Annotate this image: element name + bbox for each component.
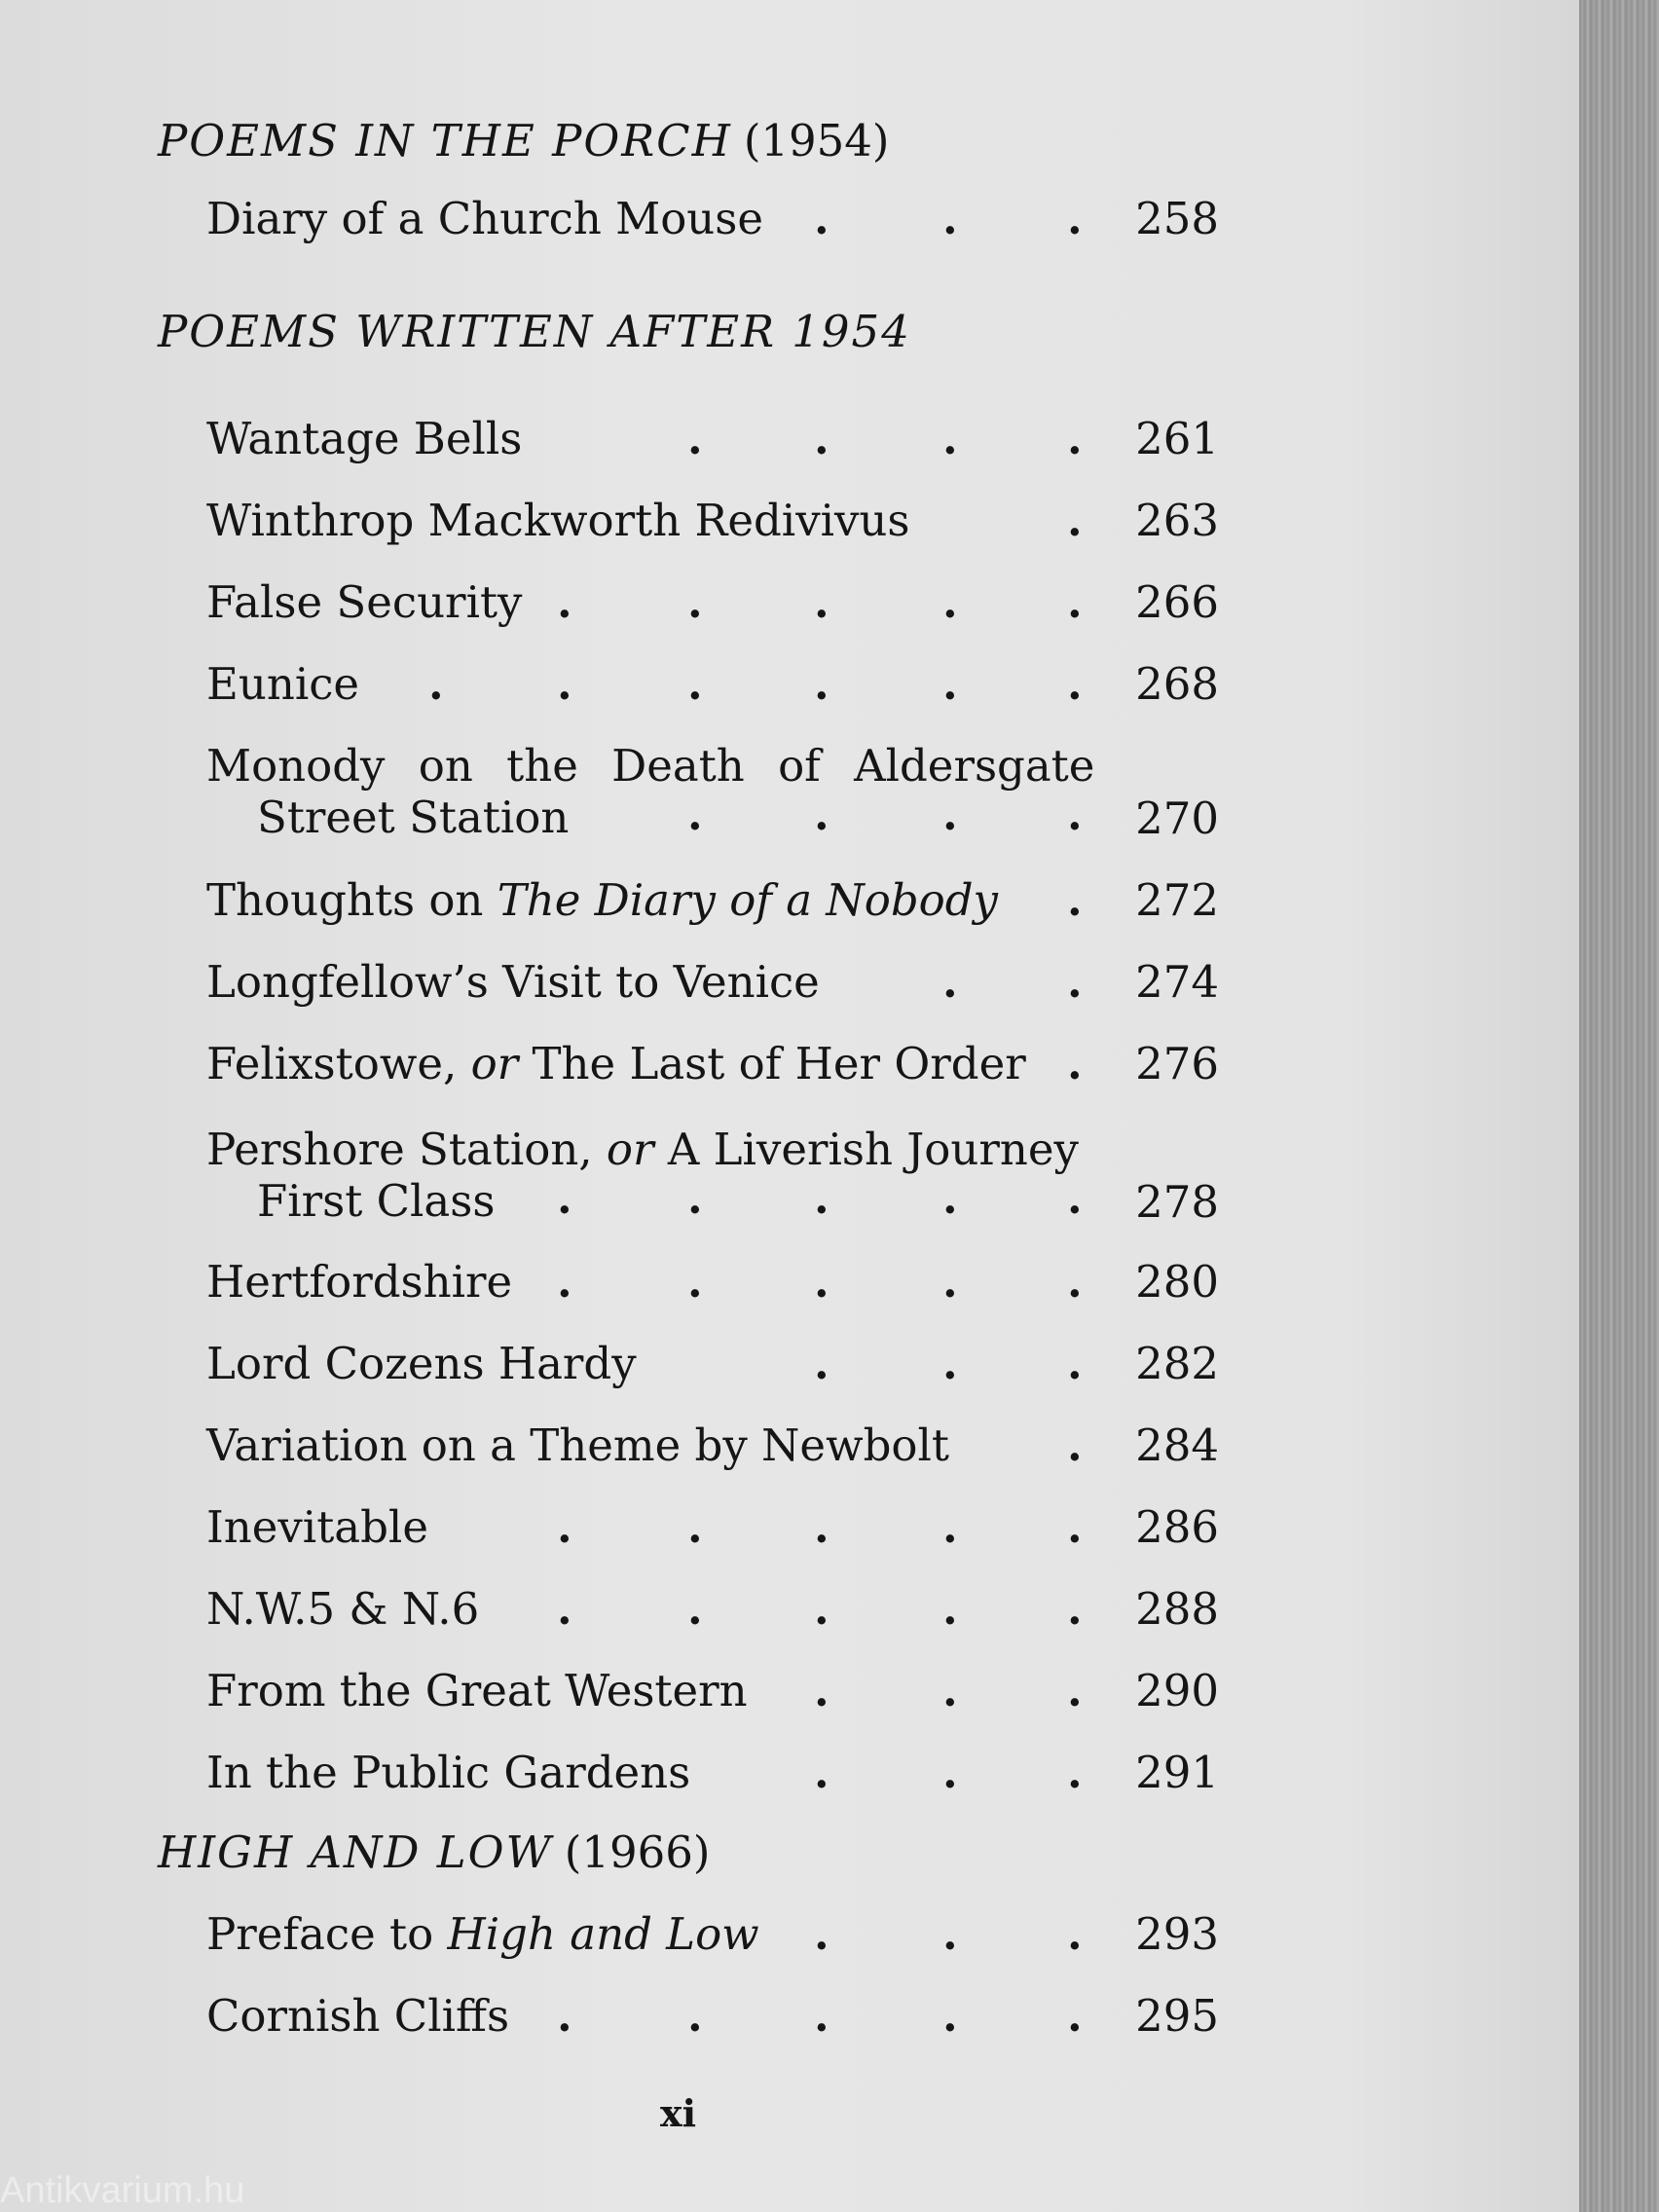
page-number: 263	[1135, 495, 1219, 546]
page-number: 291	[1135, 1747, 1219, 1798]
page-number: 284	[1135, 1419, 1219, 1471]
page-number: 261	[1135, 413, 1219, 464]
page-number: 288	[1135, 1583, 1219, 1635]
page-number: 276	[1135, 1038, 1219, 1089]
page-number: 280	[1135, 1256, 1219, 1308]
page-number: 258	[1135, 193, 1219, 244]
page-number: 274	[1135, 956, 1219, 1008]
toc-entry: Inevitable	[206, 1501, 428, 1553]
table-of-contents: POEMS IN THE PORCH (1954) Diary of a Church Mouse . . . 258 POEMS WRITTEN AFTER 1954 Wantage Bells . . . . 261 Winthrop Mackworth Redivivus . 263 False Security . . . . . 266 Eunice . . . . . . 268 Monody on the Death of Aldersgate Street Station . . . . 270 Thoughts on The Diary of a Nobody . 272 Longfellow’s Visit to Venice . . 274 Felixstowe, or The Last of Her Order . 276 Pershore Station, or A Liverish Journey First Class . . . . . 278 Hertfordshire . . . . . 280 Lord Cozens Hardy . . . 282 Variation on a Theme by Newbolt . 284 Inevitable . . . . . 286 N.W.5 & N.6 . . . . . 288 From the Great Western . . . 290 In the Public Gardens . . . 291 HIGH AND LOW (1966) Preface to High and Low . . . 293 Cornish Cliffs . . . . . 295 xi	[158, 115, 1219, 2135]
page-number: 293	[1135, 1908, 1219, 1960]
page-number: 266	[1135, 576, 1219, 628]
page-number: 290	[1135, 1665, 1219, 1716]
page-folio: xi	[660, 2091, 697, 2135]
toc-entry: Thoughts on The Diary of a Nobody	[206, 874, 998, 926]
toc-entry: Monody on the Death of Aldersgate Street Station	[206, 740, 1095, 843]
page-number: 270	[1135, 793, 1219, 844]
page-number: 295	[1135, 1990, 1219, 2042]
page-number: 278	[1135, 1176, 1219, 1228]
toc-entry: Longfellow’s Visit to Venice	[206, 956, 820, 1008]
page-number: 282	[1135, 1338, 1219, 1389]
toc-entry: Pershore Station, or A Liverish Journey First Class	[206, 1124, 1079, 1227]
toc-entry: False Security	[206, 576, 523, 628]
toc-entry: Cornish Cliffs	[206, 1990, 510, 2042]
toc-entry: Lord Cozens Hardy	[206, 1338, 637, 1389]
toc-entry: Variation on a Theme by Newbolt	[206, 1419, 949, 1471]
toc-entry: Preface to High and Low	[206, 1908, 759, 1960]
section-heading: HIGH AND LOW (1966)	[158, 1826, 711, 1878]
toc-entry: From the Great Western	[206, 1665, 748, 1716]
section-heading: POEMS IN THE PORCH (1954)	[158, 115, 890, 166]
page-stack-edge	[1579, 0, 1659, 2212]
toc-entry: Wantage Bells	[206, 413, 523, 464]
watermark: Antikvarium.hu	[0, 2170, 245, 2211]
toc-entry: Eunice	[206, 658, 360, 710]
toc-entry: Hertfordshire	[206, 1256, 513, 1308]
toc-entry: In the Public Gardens	[206, 1747, 691, 1798]
page-number: 272	[1135, 874, 1219, 926]
toc-entry: N.W.5 & N.6	[206, 1583, 480, 1635]
toc-entry: Winthrop Mackworth Redivivus	[206, 495, 910, 546]
toc-entry: Diary of a Church Mouse	[206, 193, 763, 244]
section-heading: POEMS WRITTEN AFTER 1954	[158, 306, 911, 357]
page-number: 268	[1135, 658, 1219, 710]
toc-entry: Felixstowe, or The Last of Her Order	[206, 1038, 1026, 1089]
page-number: 286	[1135, 1501, 1219, 1553]
